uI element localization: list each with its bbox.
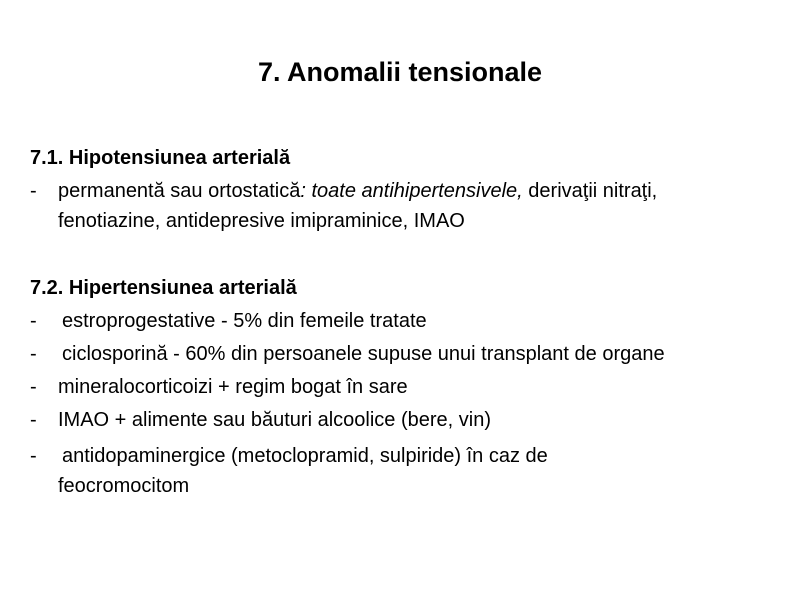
list-item-text: mineralocorticoizi + regim bogat în sare	[58, 376, 408, 398]
list-item-text	[58, 176, 790, 206]
bullet-dash: -	[30, 376, 37, 398]
bullet-dash: -	[30, 445, 37, 467]
section-heading-hypertension: 7.2. Hipertensiunea arterială	[30, 277, 297, 299]
list-item-text: estroprogestative - 5% din femeile tratate	[62, 310, 427, 332]
list-item-text: IMAO + alimente sau băuturi alcoolice (bere, vin)	[58, 409, 491, 431]
list-item-antidopaminergice	[30, 441, 790, 501]
bullet-dash: -	[30, 180, 37, 202]
bullet-dash: -	[30, 409, 37, 431]
bullet-dash: -	[30, 343, 37, 365]
list-item-text: antidopaminergice (metoclopramid, sulpiride) în caz de	[62, 445, 548, 467]
slide-title: 7. Anomalii tensionale	[257, 57, 543, 87]
list-item-text-part1: permanentă sau ortostatică	[58, 180, 301, 202]
list-item-text-italic: : toate antihipertensivele,	[300, 180, 523, 202]
list-item-hypotension-causes	[30, 176, 790, 236]
list-item-estroprogestative	[30, 306, 790, 336]
list-item-text-line2: feocromocitom	[58, 475, 190, 497]
bullet-dash: -	[30, 310, 37, 332]
list-item-text: ciclosporină - 60% din persoanele supuse unui transplant de organe	[62, 343, 665, 365]
list-item-imao	[30, 405, 790, 435]
list-item-text-line2: fenotiazine, antidepresive imipraminice, IMAO	[58, 210, 465, 232]
list-item-mineralocorticoizi	[30, 372, 790, 402]
list-item-ciclosporina	[30, 339, 790, 369]
section-heading-hypotension: 7.1. Hipotensiunea arterială	[30, 147, 291, 169]
list-item-text-part3: derivaţii nitraţi,	[522, 180, 658, 202]
